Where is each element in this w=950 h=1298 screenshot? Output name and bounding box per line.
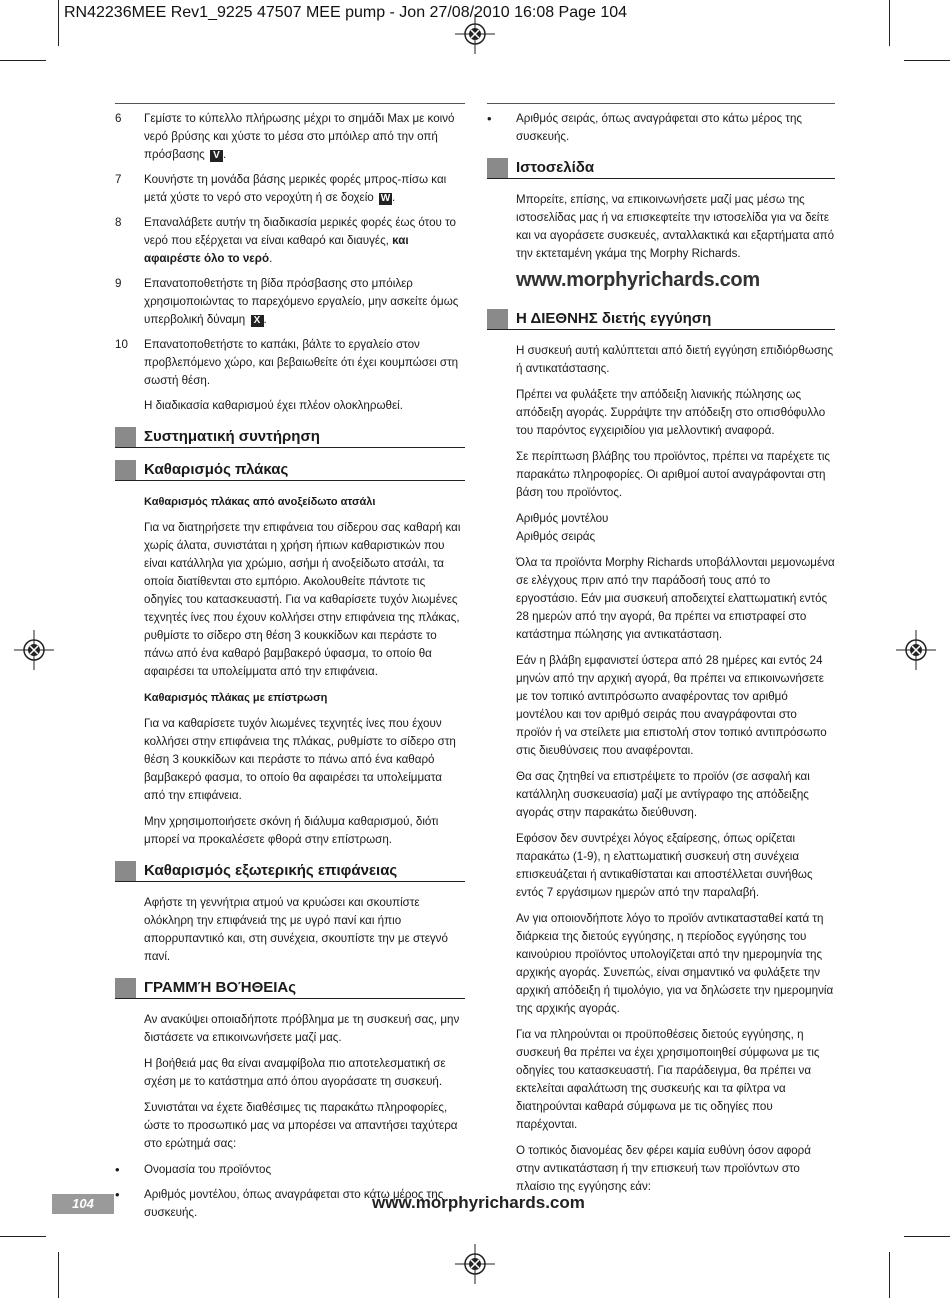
bullet-icon: •	[487, 111, 492, 126]
step-number: 9	[115, 277, 122, 290]
section-marker	[115, 978, 136, 998]
crop-mark	[58, 1252, 59, 1298]
serial-number-label: Αριθμός σειράς	[516, 530, 596, 543]
registration-mark-icon	[14, 630, 54, 670]
section-header-helpline	[115, 978, 465, 999]
registration-mark-icon	[896, 630, 936, 670]
section-marker	[115, 460, 136, 480]
subheading-stainless: Καθαρισμός πλάκας από ανοξείδωτο ατσάλι	[144, 496, 376, 508]
paragraph-warranty-4: Όλα τα προϊόντα Morphy Richards υποβάλλονται μεμονωμένα σε ελέγχους πριν από την παράδοσή τους από το εργοστάσιο. Εάν μια συσκευή αποδειχτεί ελαττωματική εντός 28 ημερών από την αγορά, θα πρέπει να επιστραφεί στο κατάστημα πώλησης για αντικατάσταση.	[516, 556, 835, 641]
step-number: 6	[115, 112, 122, 125]
left-column	[115, 110, 465, 1229]
print-header: RN42236MEE Rev1_9225 47507 MEE pump - Jon 27/08/2010 16:08 Page 104	[64, 4, 628, 21]
paragraph-warranty-6: Θα σας ζητηθεί να επιστρέψετε το προϊόν (σε ασφαλή και κατάλληλη συσκευασία) μαζί με αντίγραφο της απόδειξης αγοράς στην παρακάτω διεύθυνση.	[516, 770, 810, 819]
paragraph-stainless: Για να διατηρήσετε την επιφάνεια του σίδερου σας καθαρή και χωρίς άλατα, συνιστάται η χρήση ήπιων καθαριστικών που είναι κατάλληλα για χρώμιο, ασήμι ή ανοξείδωτο ατσάλι, τα οποία διατίθενται στο εμπόριο. Ακολουθείτε πάντοτε τις οδηγίες του κατασκευαστή. Για να καθαρίσετε τυχόν λιωμένες τεχνητές ίνες που έχουν κολλήσει στην επιφάνεια της πλάκας, ρυθμίστε το σίδερο στη θέση 3 κουκκίδων και περάστε το πάνω από ένα καθαρό βαμβακερό ύφασμα, το οποίο θα αφαιρέσει τα υπολείμματα από την επιφάνεια.	[144, 521, 461, 678]
list-item	[115, 1161, 465, 1179]
column-top-rule	[487, 103, 835, 104]
paragraph-coated: Για να καθαρίσετε τυχόν λιωμένες τεχνητές ίνες που έχουν κολλήσει στην επιφάνεια της πλάκας, ρυθμίστε το σίδερο στη θέση 3 κουκκίδων και περάστε το πάνω από ένα καθαρό βαμβακερό φασμα, το οποίο θα αφαιρέσει τα υπολείμματα από την επιφάνεια.	[144, 717, 456, 802]
section-header-exterior	[115, 861, 465, 882]
list-item	[487, 110, 835, 146]
section-title: Καθαρισμός πλάκας	[144, 461, 289, 478]
section-header-warranty	[487, 309, 835, 330]
paragraph-warranty-2: Πρέπει να φυλάξετε την απόδειξη λιανικής πώλησης ως απόδειξη αγοράς. Συρράψτε την απόδειξη στο οπισθόφυλλο του παρόντος εγχειριδίου για μελλοντική αναφορά.	[516, 388, 826, 437]
section-marker	[115, 427, 136, 447]
step-text: Γεμίστε το κύπελλο πλήρωσης μέχρι το σημάδι Max με κοινό νερό βρύσης και χύστε το μέσα στο μπόιλερ από την οπή πρόσβασης	[144, 112, 455, 161]
section-header-website	[487, 158, 835, 179]
list-item-text: Ονομασία του προϊόντος	[144, 1163, 272, 1176]
list-item-text: Αριθμός μοντέλου, όπως αναγράφεται στο κάτω μέρος της συσκευής.	[144, 1188, 444, 1219]
step-number: 8	[115, 216, 122, 229]
paragraph-warranty-8: Αν για οποιονδήποτε λόγο το προϊόν αντικατασταθεί κατά τη διάρκεια της διετούς εγγύησης, η περίοδος εγγύησης του καινούριου προϊόντος υπολογίζεται από την ημερομηνία της αρχικής αγοράς. Συνεπώς, είναι σημαντικό να φυλάξετε την αρχική απόδειξη ή τιμολόγιο, για να δηλώσετε την ημερομηνία της αρχικής αγοράς.	[516, 912, 834, 1015]
section-header-maintenance	[115, 427, 465, 448]
crop-mark	[889, 0, 890, 46]
section-title: Συστηματική συντήρηση	[144, 428, 320, 445]
section-header-plate	[115, 460, 465, 481]
figure-x-icon: X	[251, 315, 264, 327]
section-marker	[115, 861, 136, 881]
paragraph-help-1: Αν ανακύψει οποιαδήποτε πρόβλημα με τη συσκευή σας, μην διστάσετε να επικοινωνήσετε μαζί μας.	[144, 1013, 460, 1044]
section-marker	[487, 309, 508, 329]
step-8: 8 Επαναλάβετε αυτήν τη διαδικασία μερικές φορές έως ότου το νερό που εξέρχεται να είναι καθαρό και διαυγές, και αφαιρέστε όλο το νερό.	[115, 214, 465, 268]
section-title: Ιστοσελίδα	[516, 159, 595, 176]
step-bold-text: και αφαιρέστε όλο το νερό	[144, 234, 409, 265]
section-title: Καθαρισμός εξωτερικής επιφάνειας	[144, 862, 398, 879]
paragraph-warranty-9: Για να πληρούνται οι προϋποθέσεις διετούς εγγύησης, η συσκευή θα πρέπει να έχει χρησιμοποιηθεί σύμφωνα με τις οδηγίες του κατασκευαστή. Για παράδειγμα, θα πρέπει να εκτελείται αφαλάτωση της συσκευής και τα φίλτρα να διατηρούνται καθαρά σύμφωνα με τις οδηγίες που παρέχονται.	[516, 1028, 820, 1131]
step-text: Επανατοποθετήστε το καπάκι, βάλτε το εργαλείο στον προβλεπόμενο χώρο, και βεβαιωθείτε ότι έχει κουμπώσει στη σωστή θέση.	[144, 338, 459, 387]
crop-mark	[904, 1236, 950, 1237]
crop-mark	[904, 60, 950, 61]
registration-mark-icon	[455, 1244, 495, 1284]
paragraph-warranty-5: Εάν η βλάβη εμφανιστεί ύστερα από 28 ημέρες και εντός 24 μηνών από την αρχική αγορά, θα πρέπει να επικοινωνήσετε με τον τοπικό αντιπρόσωπο αναφέροντας τον αριθμό μοντέλου και τον αριθμό σειράς που αναγράφονται στο προϊόν ή να στείλετε μια επιστολή στον τοπικό αντιπρόσωπο στις διευθύνσεις που αναφέρονται.	[516, 654, 827, 757]
right-column	[487, 110, 835, 1204]
figure-v-icon: V	[210, 150, 223, 162]
paragraph-help-3: Συνιστάται να έχετε διαθέσιμες τις παρακάτω πληροφορίες, ώστε το προσωπικό μας να μπορέσει να απαντήσει ταχύτερα στο ερώτημά σας:	[144, 1101, 458, 1150]
crop-mark	[889, 1252, 890, 1298]
list-item-text: Αριθμός σειράς, όπως αναγράφεται στο κάτω μέρος της συσκευής.	[516, 112, 802, 143]
paragraph-no-powder: Μην χρησιμοποιήσετε σκόνη ή διάλυμα καθαρισμού, διότι μπορεί να προκαλέσετε φθορά στην επίστρωση.	[144, 815, 439, 846]
bullet-icon: •	[115, 1162, 120, 1177]
paragraph-warranty-1: Η συσκευή αυτή καλύπτεται από διετή εγγύηση επιδιόρθωσης ή αντικατάστασης.	[516, 344, 834, 375]
step-text: Κουνήστε τη μονάδα βάσης μερικές φορές μπρος-πίσω και μετά χύστε το νερό στο νεροχύτη ή σε δοχείο	[144, 173, 447, 204]
crop-mark	[0, 1236, 46, 1237]
section-title: ΓΡΑΜΜΉ ΒΟΉΘΕΙΑς	[144, 979, 297, 996]
step-text: Επαναλάβετε αυτήν τη διαδικασία μερικές φορές έως ότου το νερό που εξέρχεται να είναι καθαρό και διαυγές,	[144, 216, 456, 247]
paragraph-warranty-7: Εφόσον δεν συντρέχει λόγος εξαίρεσης, όπως ορίζεται παρακάτω (1-9), η ελαττωματική συσκευή στη συνέχεια επισκευάζεται ή αντικαθίσταται και αποστέλλεται συνήθως εντός 7 εργάσιμων ημερών από την παραλαβή.	[516, 832, 813, 899]
step-7: 7 Κουνήστε τη μονάδα βάσης μερικές φορές μπρος-πίσω και μετά χύστε το νερό στο νεροχύτη ή σε δοχείο W .	[115, 171, 465, 207]
crop-mark	[0, 60, 46, 61]
figure-w-icon: W	[380, 193, 391, 204]
bullet-icon: •	[115, 1187, 120, 1202]
step-text: Επανατοποθετήστε τη βίδα πρόσβασης στο μπόιλερ χρησιμοποιώντας το παρεχόμενο εργαλείο, μην ασκείτε όμως υπερβολική δύναμη	[144, 277, 459, 326]
step-9: 9 Επανατοποθετήστε τη βίδα πρόσβασης στο μπόιλερ χρησιμοποιώντας το παρεχόμενο εργαλείο, μην ασκείτε όμως υπερβολική δύναμη X .	[115, 275, 465, 329]
done-text: Η διαδικασία καθαρισμού έχει πλέον ολοκληρωθεί.	[144, 399, 403, 412]
step-10	[115, 336, 465, 390]
step-number: 10	[115, 338, 128, 351]
step-number: 7	[115, 173, 122, 186]
registration-mark-icon	[455, 14, 495, 54]
website-url-link[interactable]: www.morphyrichards.com	[516, 269, 760, 291]
paragraph-help-2: Η βοήθειά μας θα είναι αναμφίβολα πιο αποτελεσματική σε σχέση με το κατάστημα από όπου αγοράσατε τη συσκευή.	[144, 1057, 446, 1088]
paragraph-exterior: Αφήστε τη γεννήτρια ατμού να κρυώσει και σκουπίστε ολόκληρη την επιφάνειά της με υγρό πανί και ήπιο απορρυπαντικό και, στη συνέχεια, σκουπίστε την με στεγνό πανί.	[144, 896, 448, 963]
section-title: Η ΔΙΕΘΝΗΣ διετής εγγύηση	[516, 310, 712, 327]
paragraph-warranty-10: Ο τοπικός διανομέας δεν φέρει καμία ευθύνη όσον αφορά στην αντικατάσταση ή την επισκευή των προϊόντων στο πλαίσιο της εγγύησης εάν:	[516, 1144, 811, 1193]
paragraph-website: Μπορείτε, επίσης, να επικοινωνήσετε μαζί μας μέσω της ιστοσελίδας μας ή να επισκεφτείτε την ιστοσελίδα για να δείτε και να αγοράσετε συσκευές, ανταλλακτικά και εξαρτήματα από την εκτεταμένη γκάμα της Morphy Richards.	[516, 193, 835, 260]
paragraph-warranty-3: Σε περίπτωση βλάβης του προϊόντος, πρέπει να παρέχετε τις παρακάτω πληροφορίες. Οι αριθμοί αυτοί αναγράφονται στη βάση του προϊόντος.	[516, 450, 830, 499]
model-number-label: Αριθμός μοντέλου	[516, 512, 609, 525]
step-6: 6 Γεμίστε το κύπελλο πλήρωσης μέχρι το σημάδι Max με κοινό νερό βρύσης και χύστε το μέσα στο μπόιλερ από την οπή πρόσβασης V .	[115, 110, 465, 164]
page-number: 104	[52, 1194, 114, 1214]
subheading-coated: Καθαρισμός πλάκας με επίστρωση	[144, 692, 328, 704]
section-marker	[487, 158, 508, 178]
column-top-rule	[115, 103, 465, 104]
crop-mark	[58, 0, 59, 46]
footer-url: www.morphyrichards.com	[372, 1193, 585, 1212]
